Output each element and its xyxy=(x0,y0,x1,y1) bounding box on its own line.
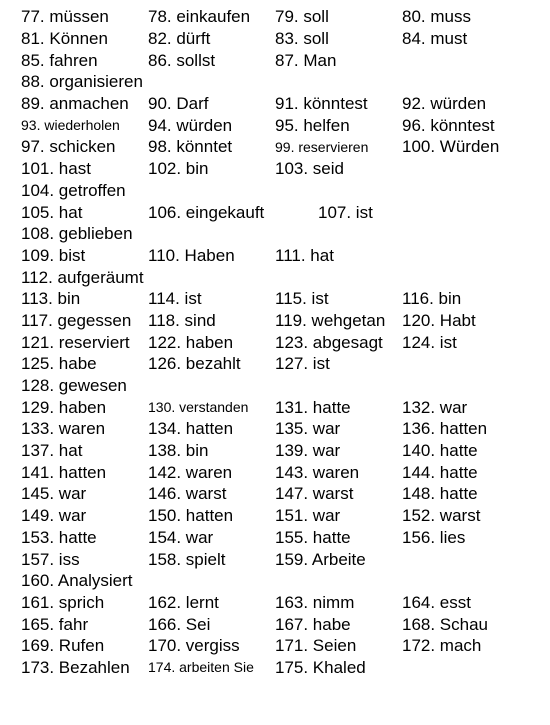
answer-item: 109. bist xyxy=(21,245,86,265)
answer-sheet xyxy=(21,6,546,678)
answer-item: 90. Darf xyxy=(148,94,209,114)
answer-row xyxy=(21,331,546,353)
answer-item: 163. nimm xyxy=(275,592,355,612)
answer-item: 108. geblieben xyxy=(21,224,133,244)
answer-item: 151. war xyxy=(275,506,341,526)
answer-item: 139. war xyxy=(275,441,341,461)
answer-item: 169. Rufen xyxy=(21,636,105,656)
answer-item: 135. war xyxy=(275,419,341,439)
answer-item: 172. mach xyxy=(402,636,482,656)
answer-item: 78. einkaufen xyxy=(148,7,251,27)
answer-row xyxy=(21,266,546,288)
answer-item: 158. spielt xyxy=(148,549,226,569)
answer-item: 141. hatten xyxy=(21,462,107,482)
answer-row xyxy=(21,461,546,483)
answer-item: 96. könntest xyxy=(402,115,495,135)
answer-item: 124. ist xyxy=(402,332,457,352)
answer-row xyxy=(21,136,546,158)
answer-item: 91. könntest xyxy=(275,94,368,114)
answer-row xyxy=(21,93,546,115)
answer-row xyxy=(21,592,546,614)
answer-item: 154. war xyxy=(148,527,214,547)
answer-item: 134. hatten xyxy=(148,419,234,439)
answer-row xyxy=(21,657,546,679)
answer-item: 155. hatte xyxy=(275,527,351,547)
answer-item: 115. ist xyxy=(275,289,329,309)
answer-item: 123. abgesagt xyxy=(275,332,383,352)
answer-item: 118. sind xyxy=(148,310,216,330)
answer-item: 99. reservieren xyxy=(275,138,369,155)
answer-row xyxy=(21,71,546,93)
answer-item: 125. habe xyxy=(21,354,97,374)
answer-item: 167. habe xyxy=(275,614,351,634)
answer-item: 160. Analysiert xyxy=(21,571,133,591)
answer-row xyxy=(21,310,546,332)
answer-item: 120. Habt xyxy=(402,310,476,330)
answer-item: 144. hatte xyxy=(402,462,478,482)
answer-item: 110. Haben xyxy=(148,245,235,265)
answer-item: 140. hatte xyxy=(402,441,478,461)
answer-item: 132. war xyxy=(402,397,468,417)
answer-item: 82. dürft xyxy=(148,29,211,49)
answer-row xyxy=(21,49,546,71)
answer-item: 103. seid xyxy=(275,159,344,179)
answer-item: 83. soll xyxy=(275,29,329,49)
answer-item: 104. getroffen xyxy=(21,180,126,200)
answer-item: 114. ist xyxy=(148,289,202,309)
answer-item: 105. hat xyxy=(21,202,83,222)
answer-row xyxy=(21,440,546,462)
answer-item: 168. Schau xyxy=(402,614,489,634)
answer-row xyxy=(21,6,546,28)
answer-item: 89. anmachen xyxy=(21,94,129,114)
answer-item: 129. haben xyxy=(21,397,107,417)
answer-item: 127. ist xyxy=(275,354,330,374)
answer-item: 95. helfen xyxy=(275,115,350,135)
answer-item: 159. Arbeite xyxy=(275,549,366,569)
answer-item: 161. sprich xyxy=(21,592,105,612)
answer-item: 93. wiederholen xyxy=(21,117,120,134)
answer-item: 133. waren xyxy=(21,419,106,439)
answer-item: 126. bezahlt xyxy=(148,354,241,374)
answer-item: 148. hatte xyxy=(402,484,478,504)
answer-row xyxy=(21,245,546,267)
answer-row xyxy=(21,158,546,180)
answer-item: 101. hast xyxy=(21,159,91,179)
answer-item: 84. must xyxy=(402,29,468,49)
answer-row xyxy=(21,114,546,136)
answer-row xyxy=(21,548,546,570)
answer-item: 113. bin xyxy=(21,289,81,309)
answer-item: 130. verstanden xyxy=(148,399,249,416)
answer-row xyxy=(21,288,546,310)
answer-item: 102. bin xyxy=(148,159,209,179)
answer-item: 121. reserviert xyxy=(21,332,130,352)
answer-item: 152. warst xyxy=(402,506,481,526)
answer-item: 147. warst xyxy=(275,484,354,504)
answer-item: 153. hatte xyxy=(21,527,97,547)
answer-item: 136. hatten xyxy=(402,419,488,439)
answer-item: 122. haben xyxy=(148,332,234,352)
answer-item: 119. wehgetan xyxy=(275,310,386,330)
answer-item: 112. aufgeräumt xyxy=(21,267,144,287)
answer-item: 98. könntet xyxy=(148,137,233,157)
answer-item: 174. arbeiten Sie xyxy=(148,659,254,676)
answer-item: 157. iss xyxy=(21,549,80,569)
answer-item: 107. ist xyxy=(318,202,373,222)
answer-row xyxy=(21,483,546,505)
answer-item: 173. Bezahlen xyxy=(21,657,130,677)
answer-row xyxy=(21,180,546,202)
answer-item: 79. soll xyxy=(275,7,329,27)
answer-item: 166. Sei xyxy=(148,614,211,634)
answer-item: 80. muss xyxy=(402,7,471,27)
answer-row xyxy=(21,223,546,245)
answer-item: 143. waren xyxy=(275,462,360,482)
answer-item: 175. Khaled xyxy=(275,657,366,677)
answer-item: 87. Man xyxy=(275,50,337,70)
answer-row xyxy=(21,613,546,635)
answer-item: 162. lernt xyxy=(148,592,219,612)
answer-row xyxy=(21,418,546,440)
answer-item: 88. organisieren xyxy=(21,72,143,92)
answer-row xyxy=(21,527,546,549)
answer-item: 137. hat xyxy=(21,441,83,461)
answer-item: 150. hatten xyxy=(148,506,234,526)
answer-item: 106. eingekauft xyxy=(148,202,265,222)
answer-item: 128. gewesen xyxy=(21,376,127,396)
answer-item: 156. lies xyxy=(402,527,466,547)
answer-row xyxy=(21,375,546,397)
answer-row xyxy=(21,201,546,223)
answer-row xyxy=(21,635,546,657)
answer-item: 92. würden xyxy=(402,94,487,114)
answer-item: 111. hat xyxy=(275,245,334,265)
answer-item: 81. Können xyxy=(21,29,108,49)
answer-item: 97. schicken xyxy=(21,137,116,157)
answer-item: 146. warst xyxy=(148,484,227,504)
answer-row xyxy=(21,570,546,592)
answer-item: 165. fahr xyxy=(21,614,89,634)
answer-item: 171. Seien xyxy=(275,636,357,656)
answer-item: 149. war xyxy=(21,506,87,526)
answer-row xyxy=(21,505,546,527)
answer-row xyxy=(21,28,546,50)
answer-row xyxy=(21,353,546,375)
answer-item: 117. gegessen xyxy=(21,310,132,330)
answer-item: 86. sollst xyxy=(148,50,216,70)
answer-item: 170. vergiss xyxy=(148,636,240,656)
answer-row xyxy=(21,396,546,418)
answer-item: 131. hatte xyxy=(275,397,351,417)
answer-item: 100. Würden xyxy=(402,137,500,157)
answer-item: 164. esst xyxy=(402,592,471,612)
answer-item: 138. bin xyxy=(148,441,209,461)
answer-item: 85. fahren xyxy=(21,50,98,70)
answer-item: 142. waren xyxy=(148,462,233,482)
answer-item: 116. bin xyxy=(402,289,462,309)
answer-item: 145. war xyxy=(21,484,87,504)
answer-item: 77. müssen xyxy=(21,7,109,27)
answer-item: 94. würden xyxy=(148,115,233,135)
